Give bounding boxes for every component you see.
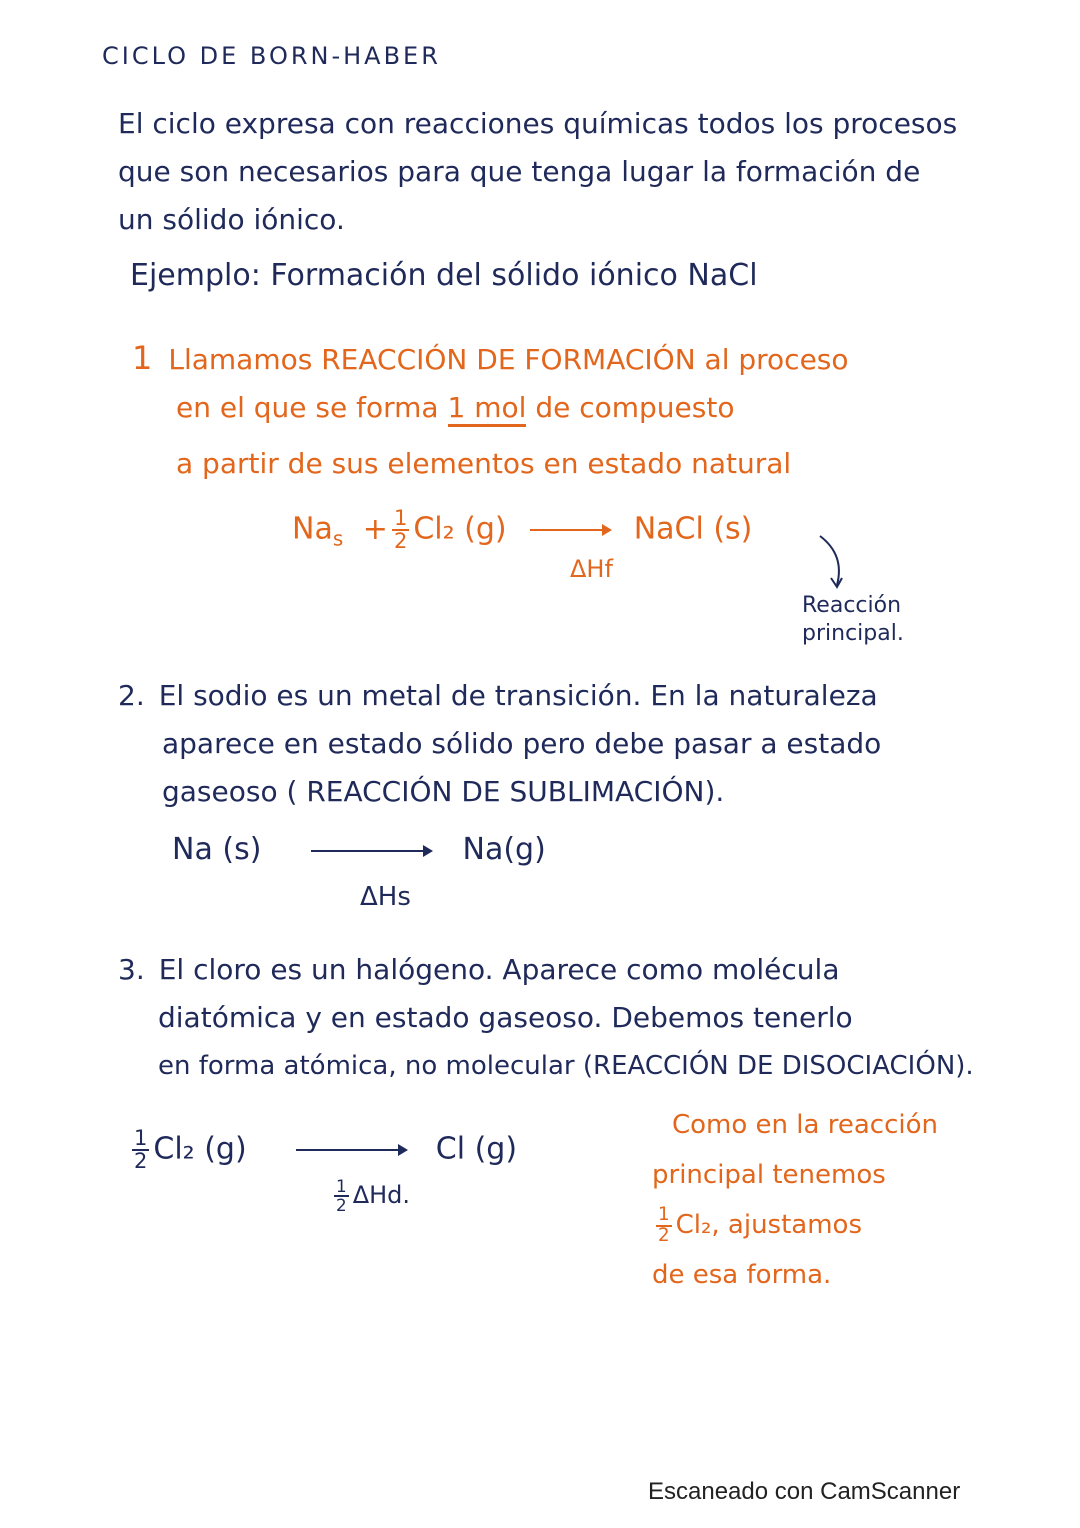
formation-equation (292, 508, 752, 552)
step2-block (118, 672, 881, 816)
step1-number: 1 (132, 339, 153, 377)
step1-line: de compuesto (535, 391, 735, 424)
intro-line: El ciclo expresa con reacciones químicas todos los procesos (118, 107, 958, 140)
fraction: $\frac{1}{2}$ (134, 1126, 148, 1173)
dissociation-equation (128, 1128, 517, 1172)
step3-line: en forma atómica, no molecular (REACCIÓN DE DISOCIACIÓN). (158, 1051, 974, 1081)
scanner-watermark: Escaneado con CamScanner (648, 1478, 961, 1505)
step1-line: Llamamos REACCIÓN DE FORMACIÓN al proceso (168, 343, 849, 376)
step3-block (118, 946, 974, 1090)
product-na-gas: Na(g) (462, 832, 546, 867)
step3-line: El cloro es un halógeno. Aparece como molécula (158, 953, 840, 986)
enthalpy-sublimation: ΔHs (360, 882, 411, 912)
enthalpy-formation: ΔHf (570, 555, 613, 583)
product-cl-gas: Cl (g) (435, 1131, 518, 1167)
intro-line: que son necesarios para que tenga lugar la formación de (118, 155, 921, 188)
page-title: CICLO DE BORN-HABER (102, 42, 441, 70)
enthalpy-dissociation: $\frac{1}{2}$ ΔHd. (336, 1176, 411, 1215)
plus-sign: + (362, 511, 388, 547)
step2-line: El sodio es un metal de transición. En la naturaleza (158, 679, 878, 712)
step1-block (132, 334, 849, 488)
reactant-na-solid: Na (s) (172, 832, 262, 867)
curved-arrow-icon (815, 530, 855, 590)
step1-line: a partir de sus elementos en estado natural (176, 447, 792, 480)
step3-line: diatómica y en estado gaseoso. Debemos tenerlo (158, 1001, 853, 1034)
step3-number: 3. (118, 953, 145, 986)
reaction-arrow-icon (311, 850, 431, 852)
intro-line: un sólido iónico. (118, 203, 345, 236)
product-nacl: NaCl (s) (633, 511, 753, 547)
reactant-cl2: Cl₂ (g) (413, 511, 507, 547)
reactant-cl2-gas: Cl₂ (g) (153, 1131, 247, 1167)
step1-line: en el que se forma (176, 391, 439, 424)
principal-note: Reacción principal. (802, 593, 904, 646)
step2-number: 2. (118, 679, 145, 712)
example-heading: Ejemplo: Formación del sólido iónico NaCl (130, 258, 758, 293)
sublimation-equation (172, 832, 546, 867)
reactant-na: Na (292, 511, 333, 547)
reaction-arrow-icon (296, 1149, 406, 1151)
reaction-arrow-icon (530, 529, 610, 531)
adjustment-note: Como en la reacción principal tenemos $\frac{1}{2}$ Cl₂, ajustamos de esa forma. (652, 1110, 938, 1290)
one-mol-underlined: 1 mol (448, 391, 527, 427)
step2-line: gaseoso ( REACCIÓN DE SUBLIMACIÓN). (162, 775, 725, 808)
state-sub: s (332, 526, 344, 551)
fraction: $\frac{1}{2}$ (393, 506, 408, 553)
step2-line: aparece en estado sólido pero debe pasar a estado (162, 727, 882, 760)
intro-paragraph (118, 100, 957, 244)
